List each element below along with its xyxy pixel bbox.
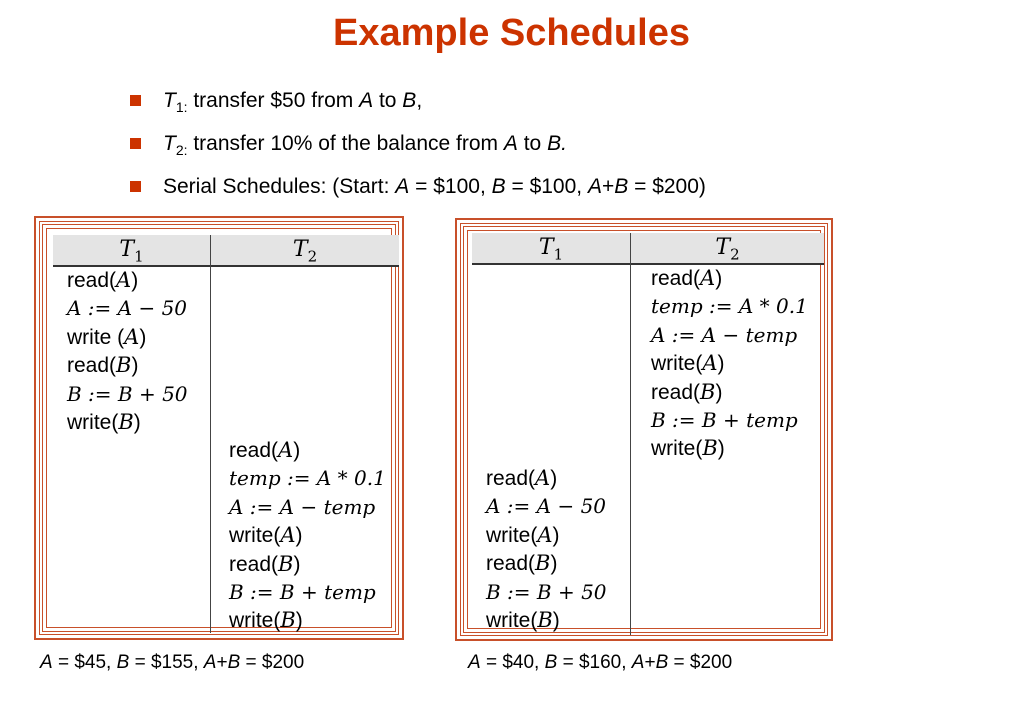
- serial-a-value: = $100,: [409, 175, 492, 198]
- op-write-a: write (A): [67, 324, 147, 349]
- op-write-a: write(A): [486, 522, 560, 547]
- op-read-a: read(A): [67, 268, 139, 292]
- t2-subscript: 2:: [175, 142, 188, 158]
- serial-desc: Serial Schedules: (Start:: [163, 175, 396, 198]
- var-b: B: [491, 175, 506, 198]
- t1-desc: transfer $50 from: [187, 89, 360, 112]
- var-a: A: [359, 89, 374, 112]
- schedule1-col1-header: $T_1$: [119, 237, 144, 266]
- schedule2-result: A = $40, B = $160, A+B = $200: [468, 652, 733, 673]
- op-expr: B := B + temp: [229, 579, 376, 604]
- schedule2-table: [472, 233, 824, 635]
- op-expr: B := B + temp: [651, 407, 798, 432]
- schedule1-frame: [34, 216, 404, 640]
- t2-label: T: [163, 132, 176, 155]
- schedule2-t1-column: [486, 464, 607, 634]
- op-expr: B := B + 50: [67, 381, 188, 406]
- op-read-a: read(A): [229, 438, 301, 462]
- t1-to: to: [373, 89, 403, 112]
- square-bullet-icon: [130, 95, 141, 106]
- op-write-a: write(A): [651, 351, 725, 376]
- schedule1-result: A = $45, B = $155, A+B = $200: [40, 652, 305, 673]
- t1-subscript: 1:: [175, 99, 188, 115]
- var-b: B: [402, 89, 417, 112]
- op-read-a: read(A): [651, 266, 723, 290]
- op-read-b: read(B): [67, 353, 139, 378]
- op-expr: A := A − 50: [486, 494, 607, 519]
- var-a: A: [587, 175, 602, 198]
- op-write-b: write(B): [651, 436, 725, 461]
- schedule2-divider: [630, 233, 631, 635]
- op-read-b: read(B): [486, 551, 558, 576]
- op-expr: temp := A * 0.1: [651, 294, 808, 319]
- t2-to: to: [517, 132, 548, 155]
- schedule1-divider: [210, 235, 211, 633]
- var-b: B: [614, 175, 629, 198]
- var-b: B.: [547, 132, 567, 155]
- square-bullet-icon: [130, 181, 141, 192]
- op-write-a: write(A): [229, 523, 303, 548]
- schedule1-table: [53, 235, 399, 633]
- op-write-b: write(B): [486, 607, 560, 632]
- square-bullet-icon: [130, 138, 141, 149]
- op-write-b: write(B): [67, 409, 141, 434]
- schedule1-t2-column: [229, 436, 386, 635]
- slide-title: Example Schedules: [333, 12, 690, 54]
- t1-label: T: [163, 89, 176, 112]
- op-expr: temp := A * 0.1: [229, 466, 386, 491]
- op-expr: B := B + 50: [486, 579, 607, 604]
- op-write-b: write(B): [229, 608, 303, 633]
- serial-sum-value: = $200): [628, 175, 706, 198]
- schedule2-col2-header: $T_2$: [715, 235, 740, 264]
- schedule2-frame: [455, 218, 833, 641]
- t2-desc: transfer 10% of the balance from: [187, 132, 504, 155]
- plus-sign: +: [601, 175, 615, 198]
- op-read-b: read(B): [651, 379, 723, 404]
- op-read-b: read(B): [229, 551, 301, 576]
- schedule2-col1-header: $T_1$: [538, 235, 564, 264]
- var-a: A: [395, 175, 410, 198]
- schedule1-t1-column: [67, 266, 188, 436]
- t1-end: ,: [416, 89, 423, 112]
- op-expr: A := A − temp: [229, 494, 376, 519]
- schedule1-col2-header: $T_2$: [292, 237, 318, 266]
- var-a: A: [503, 132, 518, 155]
- serial-b-value: = $100,: [505, 175, 588, 198]
- op-expr: A := A − temp: [651, 322, 798, 347]
- op-read-a: read(A): [486, 466, 558, 490]
- schedule2-t2-column: [651, 264, 808, 463]
- op-expr: A := A − 50: [67, 296, 188, 321]
